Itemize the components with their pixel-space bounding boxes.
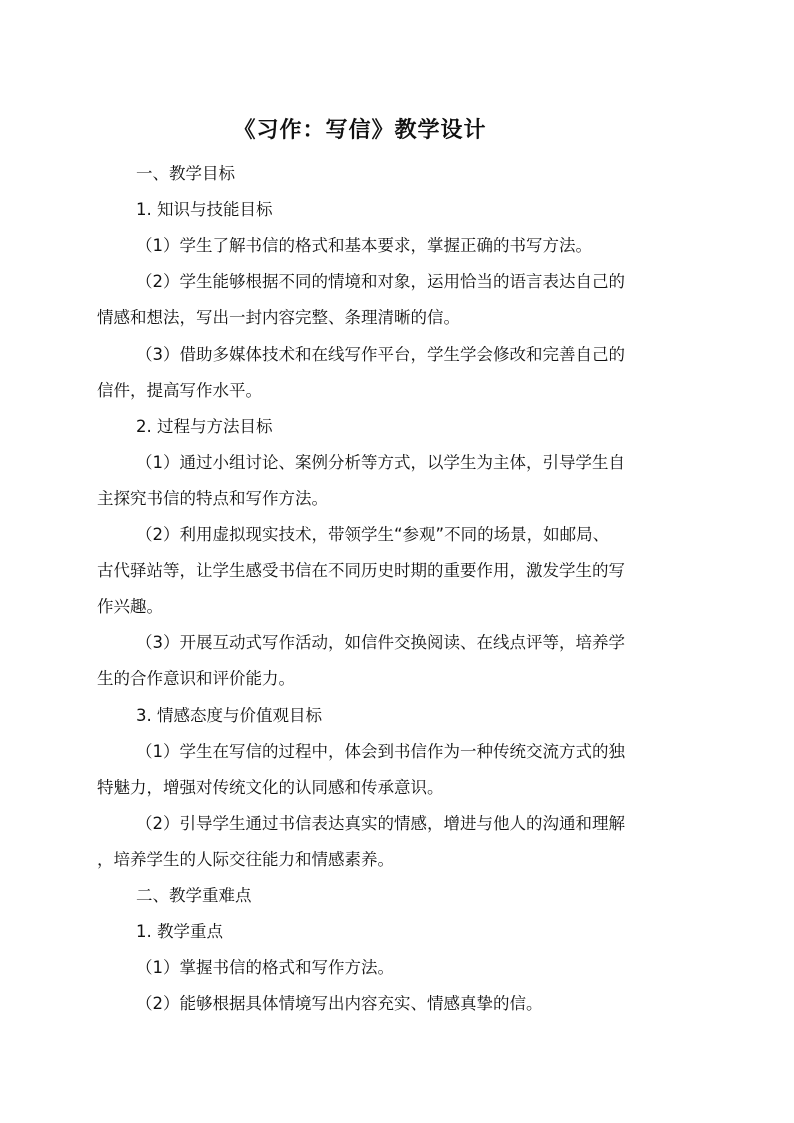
paragraph-line: （3）开展互动式写作活动，如信件交换阅读、在线点评等，培养学: [136, 633, 625, 653]
subsection-heading: 2. 过程与方法目标: [136, 416, 273, 436]
paragraph-line: （1）掌握书信的格式和写作方法。: [136, 958, 394, 978]
paragraph-continuation-line: ，培养学生的人际交往能力和情感素养。: [97, 849, 394, 869]
paragraph-line: （2）引导学生通过书信表达真实的情感，增进与他人的沟通和理解: [136, 813, 625, 833]
document-title: 《习作：写信》教学设计: [233, 118, 487, 143]
paragraph-continuation-line: 作兴趣。: [97, 597, 163, 617]
paragraph-line: （2）利用虚拟现实技术，带领学生“参观”不同的场景，如邮局、: [136, 525, 610, 544]
subsection-heading: 3. 情感态度与价值观目标: [136, 705, 322, 725]
subsection-heading: 1. 教学重点: [136, 922, 223, 942]
paragraph-continuation-line: 信件，提高写作水平。: [97, 380, 262, 400]
paragraph-line: （2）能够根据具体情境写出内容充实、情感真挚的信。: [136, 994, 543, 1014]
paragraph-line: （2）学生能够根据不同的情境和对象，运用恰当的语言表达自己的: [136, 272, 625, 292]
paragraph-continuation-line: 主探究书信的特点和写作方法。: [97, 488, 328, 508]
section-heading: 一、教学目标: [136, 164, 235, 183]
paragraph-line: （1）通过小组讨论、案例分析等方式，以学生为主体，引导学生自: [136, 452, 625, 472]
paragraph-continuation-line: 特魅力，增强对传统文化的认同感和传承意识。: [97, 777, 444, 797]
paragraph-continuation-line: 生的合作意识和评价能力。: [97, 669, 295, 689]
paragraph-line: （3）借助多媒体技术和在线写作平台，学生学会修改和完善自己的: [136, 344, 625, 364]
section-heading: 二、教学重难点: [136, 886, 252, 905]
paragraph-line: （1）学生在写信的过程中，体会到书信作为一种传统交流方式的独: [136, 741, 625, 761]
paragraph-continuation-line: 情感和想法，写出一封内容完整、条理清晰的信。: [97, 308, 460, 328]
paragraph-line: （1）学生了解书信的格式和基本要求，掌握正确的书写方法。: [136, 236, 592, 256]
subsection-heading: 1. 知识与技能目标: [136, 200, 273, 220]
paragraph-continuation-line: 古代驿站等，让学生感受书信在不同历史时期的重要作用，激发学生的写: [97, 561, 625, 581]
